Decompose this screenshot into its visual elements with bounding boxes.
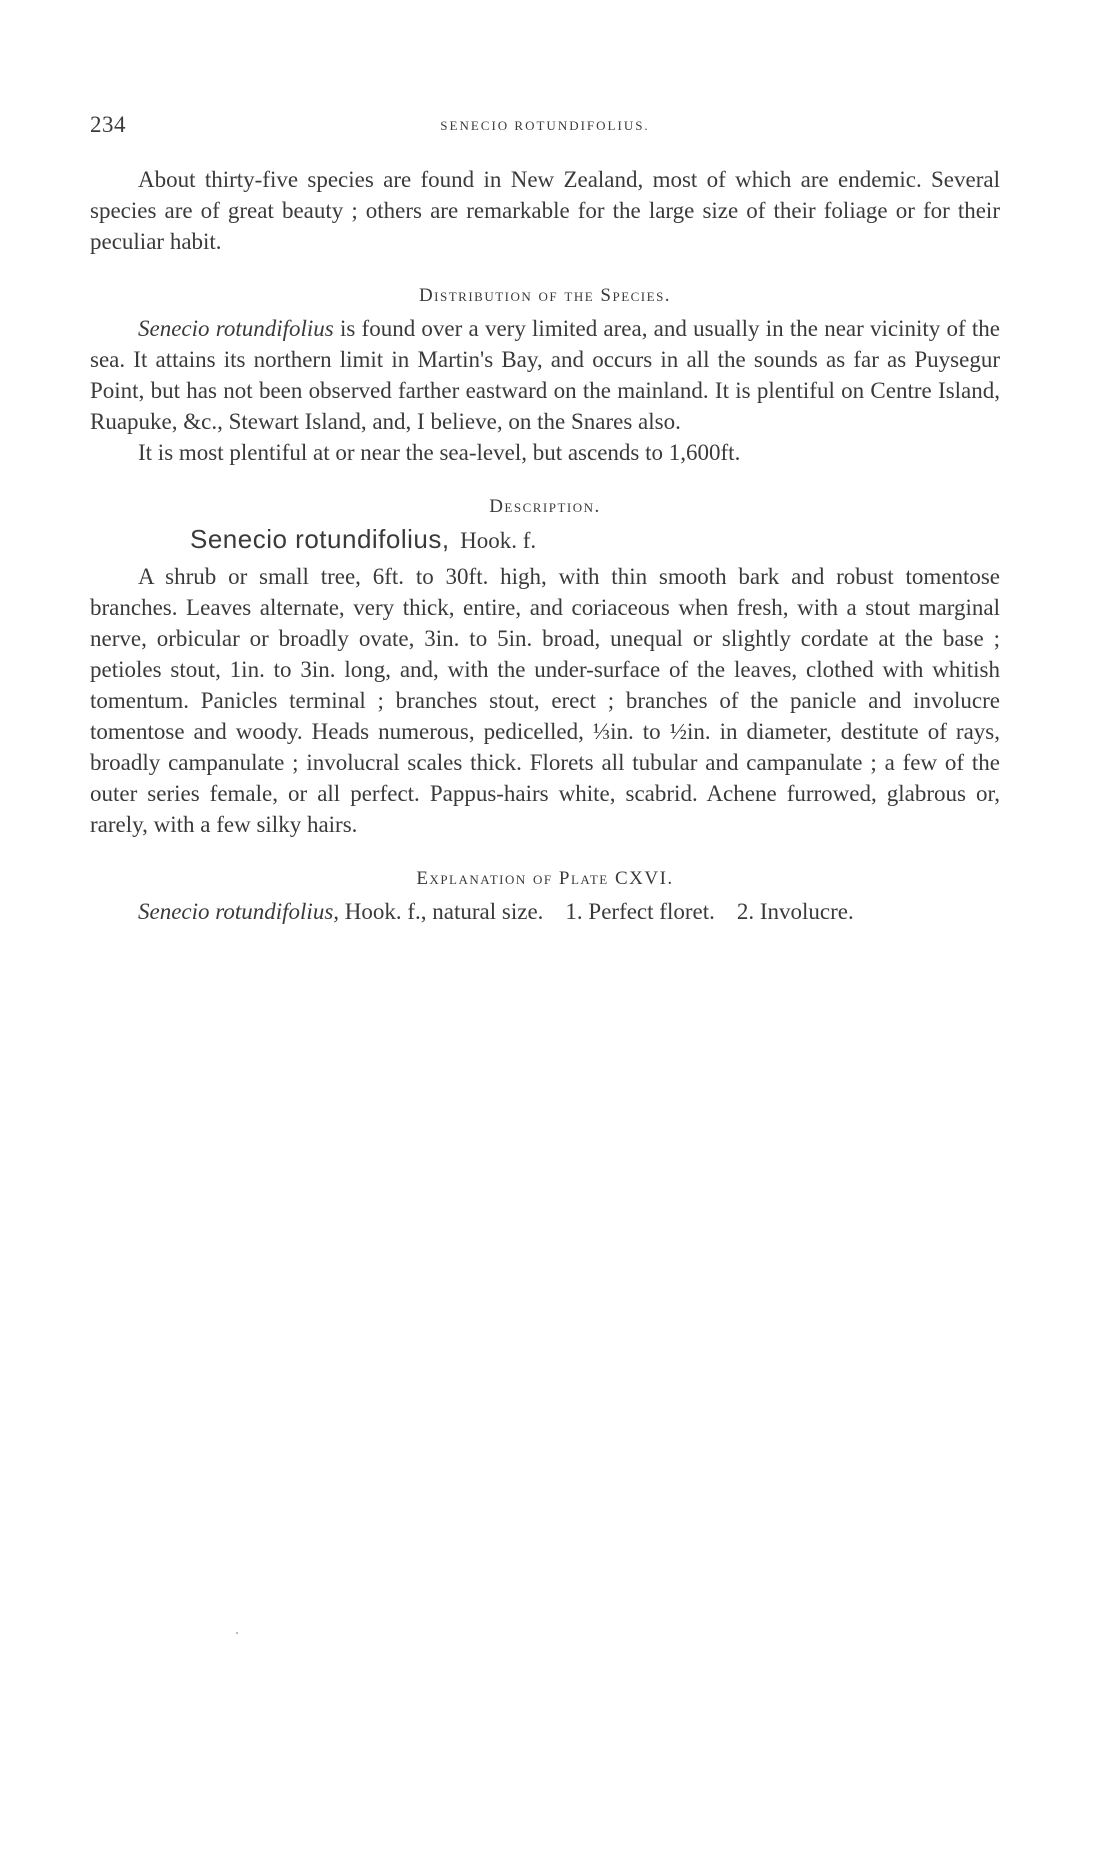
running-head bbox=[90, 112, 1000, 142]
plate-figure-2: 2. Involucre. bbox=[736, 899, 854, 924]
distribution-species-name: Senecio rotundifolius bbox=[138, 316, 334, 341]
plate-species-name: Senecio rotundifolius, bbox=[138, 899, 340, 924]
page-number: 234 bbox=[90, 112, 126, 137]
running-title: SENECIO ROTUNDIFOLIUS. bbox=[440, 118, 650, 133]
species-heading-name: Senecio rotundifolius, bbox=[190, 524, 450, 554]
species-heading-author: Hook. f. bbox=[460, 528, 537, 553]
page bbox=[90, 112, 1000, 927]
plate-heading: Explanation of Plate CXVI. bbox=[416, 868, 674, 889]
description-heading: Description. bbox=[489, 496, 601, 517]
distribution-paragraph-text: is found over a very limited area, and usually in the near vicinity of the sea. It attains its northern limit in Martin's Bay, and occurs in all the sounds as far as Puysegur Point, but has not been observed farther eastward on the mainland. It is plentiful on Centre Island, Ruapuke, &c., Stewart Island, and, I believe, on the Snares also. bbox=[90, 316, 1000, 434]
stray-mark bbox=[236, 1632, 238, 1634]
species-heading bbox=[190, 524, 1000, 555]
plate-caption-text: Hook. f., natural size. bbox=[339, 899, 544, 924]
altitude-paragraph: It is most plentiful at or near the sea-level, but ascends to 1,600ft. bbox=[138, 440, 741, 465]
plate-caption bbox=[90, 896, 1000, 927]
distribution-paragraph bbox=[90, 313, 1000, 437]
plate-figure-1: 1. Perfect floret. bbox=[565, 899, 715, 924]
description-paragraph: A shrub or small tree, 6ft. to 30ft. high, with thin smooth bark and robust tomentose branches. Leaves alternate, very thick, entire, and coriaceous when fresh, with a stout marginal nerve, orbicular or broadly ovate, 3in. to 5in. broad, unequal or slightly cordate at the base ; petioles stout, 1in. to 3in. long, and, with the under-surface of the leaves, clothed with whitish tomentum. Panicles terminal ; branches stout, erect ; branches of the panicle and involucre tomentose and woody. Heads numerous, pedicelled, ⅓in. to ½in. in diameter, destitute of rays, broadly campanulate ; involucral scales thick. Florets all tubular and campanulate ; a few of the outer series female, or all perfect. Pappus-hairs white, scabrid. Achene furrowed, glabrous or, rarely, with a few silky hairs. bbox=[90, 564, 1000, 837]
intro-paragraph: About thirty-five species are found in New Zealand, most of which are endemic. Several species are of great beauty ; others are remarkable for the large size of their foliage or for their peculiar habit. bbox=[90, 167, 1000, 254]
distribution-heading: Distribution of the Species. bbox=[418, 285, 672, 306]
